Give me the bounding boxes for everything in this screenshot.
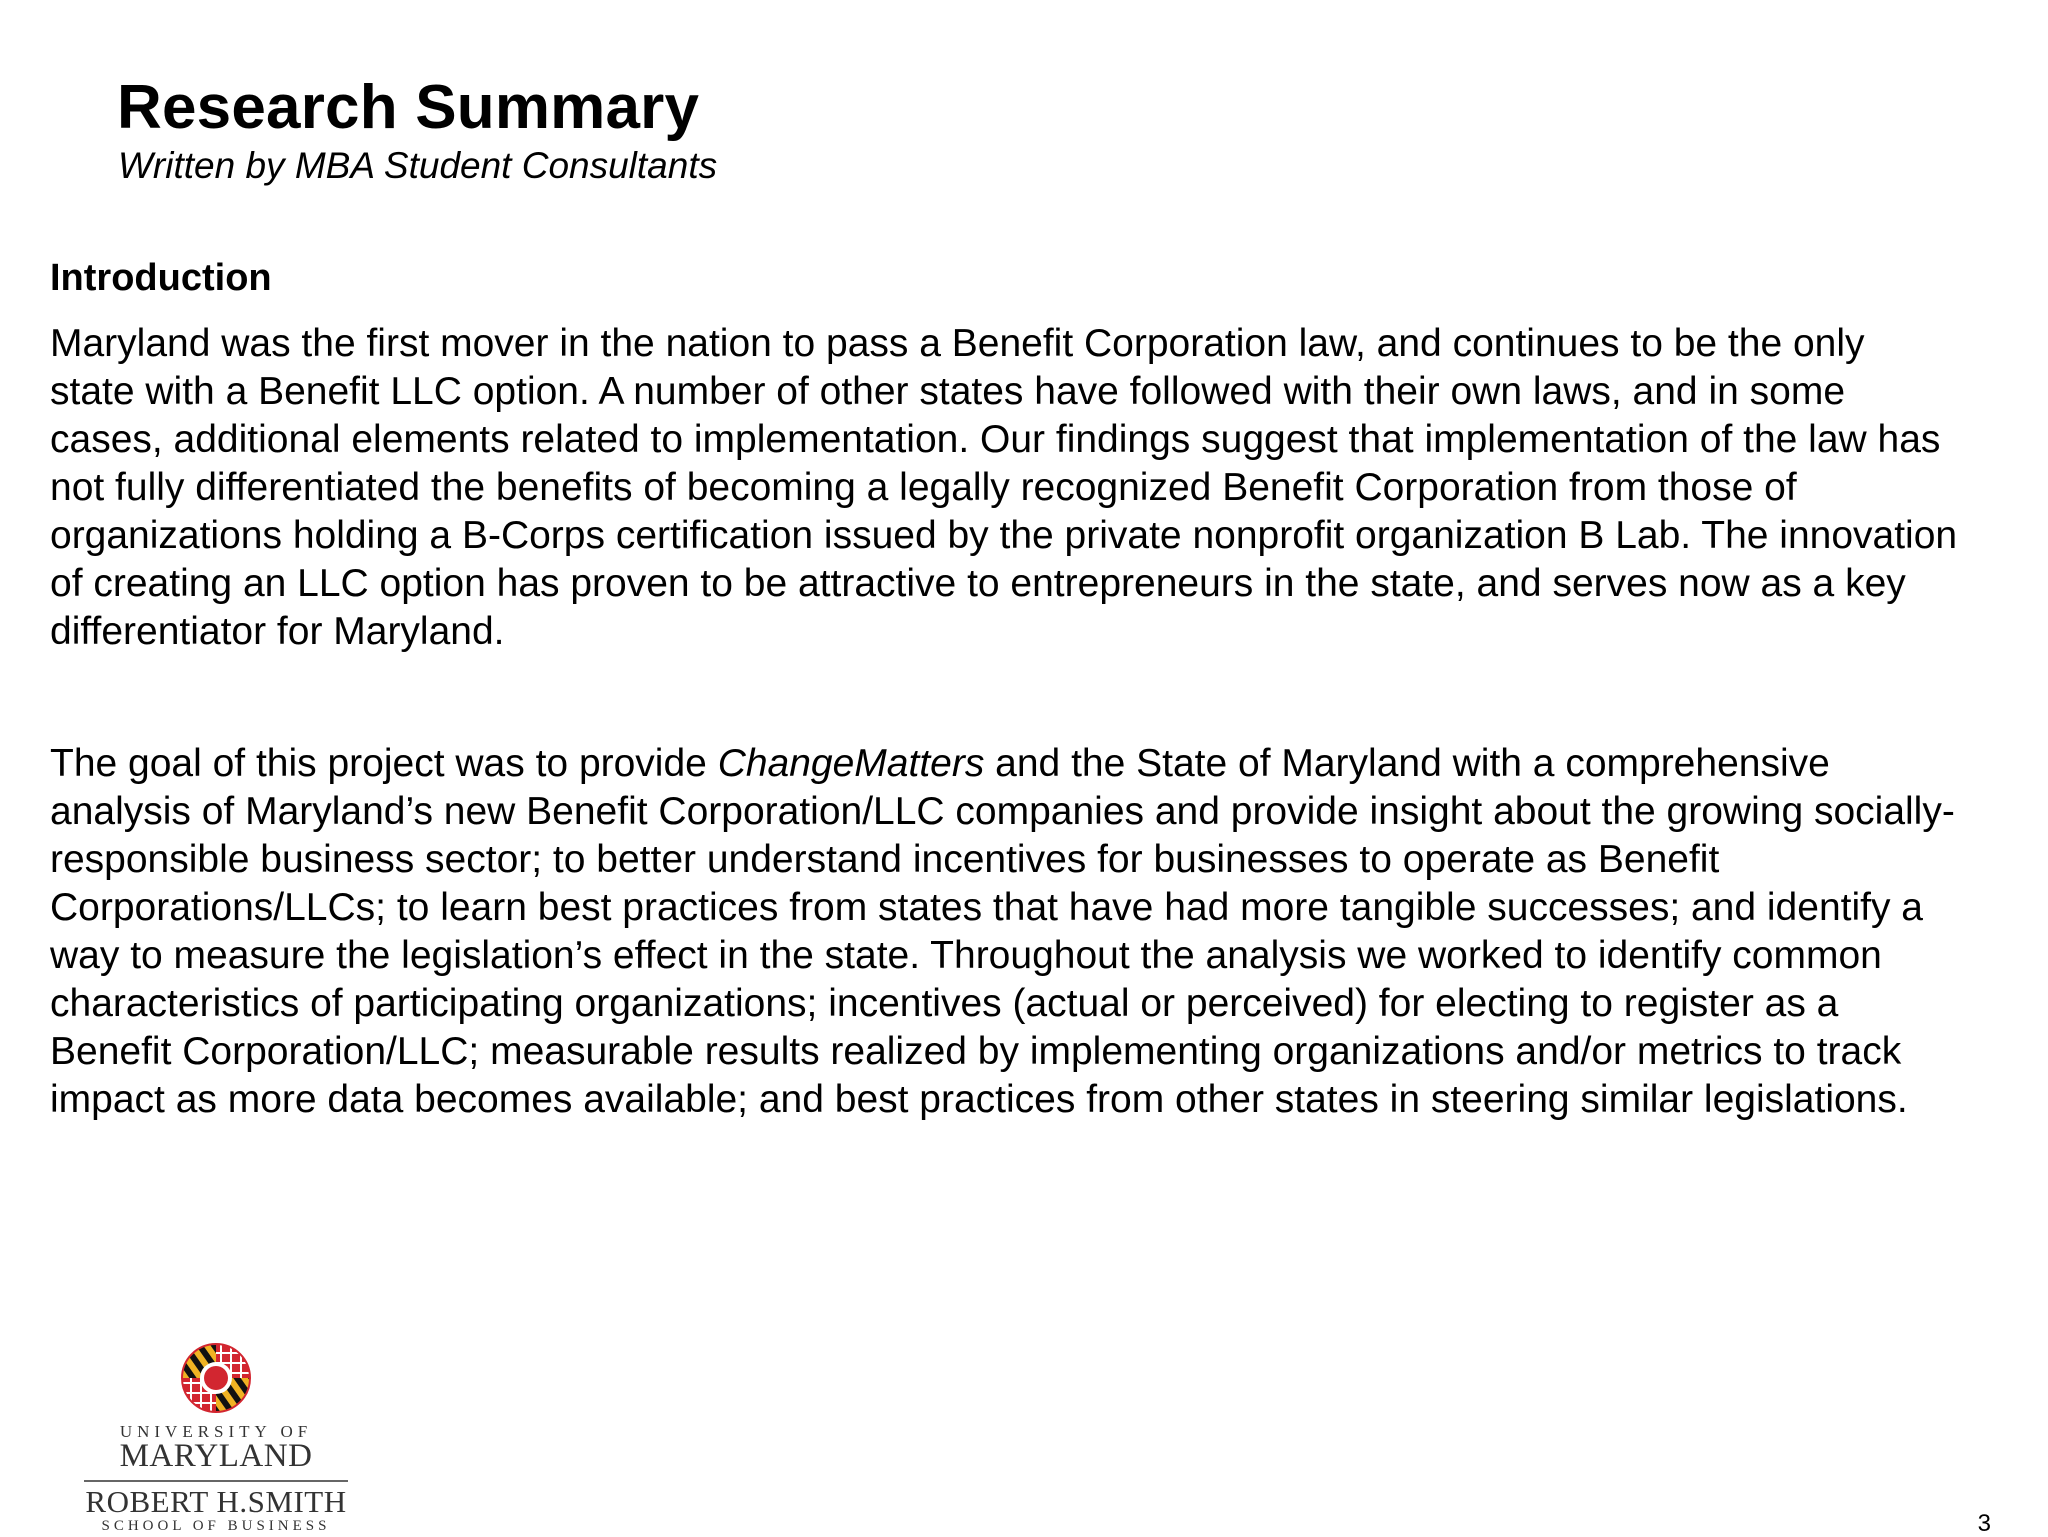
text-line: Corporations/LLCs; to learn best practices from states that have had more tangible successes; and identify a [50,886,1923,929]
text-line: cases, additional elements related to implementation. Our findings suggest that implementation of the law has [50,418,1941,461]
text-line: way to measure the legislation’s effect in the state. Throughout the analysis we worked to identify common [50,934,1882,977]
text-line: analysis of Maryland’s new Benefit Corporation/LLC companies and provide insight about the growing socially- [50,790,1955,833]
introduction-paragraph-2 [50,740,2025,1124]
introduction-paragraph-1 [50,320,2025,656]
page-number: 3 [1977,1510,1991,1537]
text-line: organizations holding a B-Corps certification issued by the private nonprofit organization B Lab. The innovation [50,514,1958,557]
text-line: impact as more data becomes available; and best practices from other states in steering similar legislations. [50,1078,1908,1121]
text-line: responsible business sector; to better understand incentives for businesses to operate as Benefit [50,838,1720,881]
text-line: Benefit Corporation/LLC; measurable results realized by implementing organizations and/or metrics to track [50,1030,1902,1073]
text-line: characteristics of participating organizations; incentives (actual or perceived) for electing to register as a [50,982,1839,1025]
wordmark-robert-h-smith: ROBERT H.SMITH [85,1484,347,1519]
university-logo [72,1332,360,1532]
text-line: state with a Benefit LLC option. A number of other states have followed with their own laws, and in some [50,370,1846,413]
maryland-flag-seal-icon [176,1338,256,1418]
text-line: differentiator for Maryland. [50,610,505,653]
page-title: Research Summary [117,73,700,142]
wordmark-maryland: MARYLAND [119,1438,313,1474]
wordmark-school-of-business: SCHOOL OF BUSINESS [101,1518,331,1534]
wordmark-university-of: UNIVERSITY OF [119,1422,313,1441]
text-segment: and the State of Maryland with a comprehensive [984,742,1830,785]
text-segment: The goal of this project was to provide [50,742,718,785]
page-subtitle: Written by MBA Student Consultants [118,145,718,186]
text-line [50,740,2025,788]
text-line: Maryland was the first mover in the nation to pass a Benefit Corporation law, and continues to be the only [50,322,1865,365]
text-line: of creating an LLC option has proven to be attractive to entrepreneurs in the state, and serves now as a key [50,562,1906,605]
logo-divider [84,1480,348,1482]
text-line: not fully differentiated the benefits of becoming a legally recognized Benefit Corporation from those of [50,466,1797,509]
organization-name-emphasis: ChangeMatters [717,742,985,785]
section-heading-introduction: Introduction [50,257,272,299]
